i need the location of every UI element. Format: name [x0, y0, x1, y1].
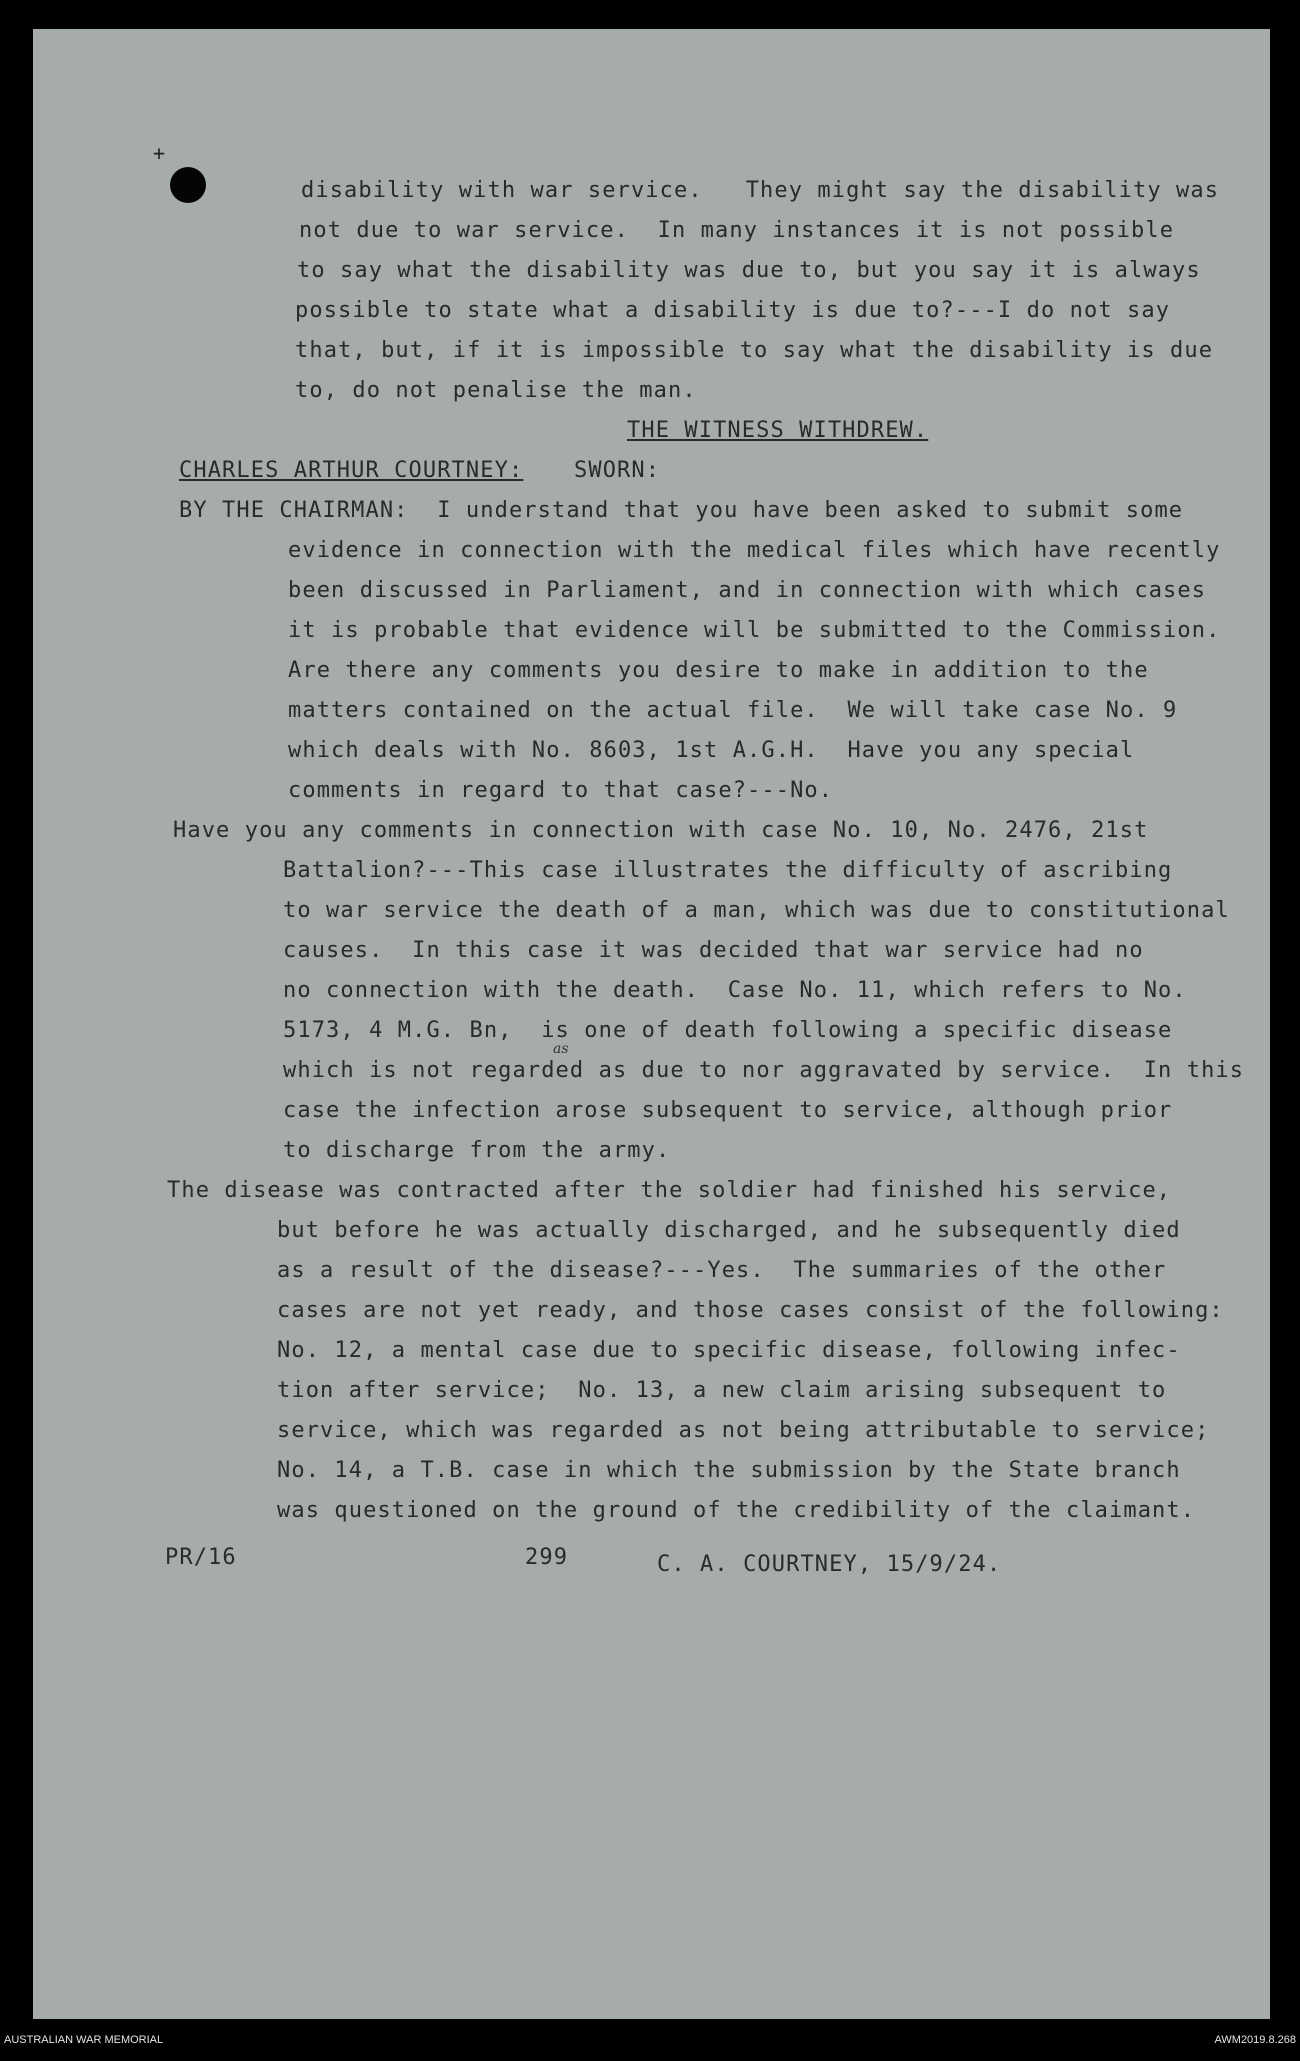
archive-right-label: AWM2019.8.268	[1214, 2034, 1296, 2046]
text-line: tion after service; No. 13, a new claim arising subsequent to	[277, 1378, 1167, 1403]
text-line: 5173, 4 M.G. Bn, is one of death following a specific disease	[283, 1018, 1173, 1043]
text-line: The disease was contracted after the soldier had finished his service,	[167, 1178, 1172, 1203]
text-line: comments in regard to that case?---No.	[288, 778, 834, 803]
text-line: to, do not penalise the man.	[295, 378, 697, 403]
text-line: not due to war service. In many instances it is not possible	[299, 218, 1175, 243]
page-number: 299	[525, 1545, 569, 1570]
text-line: Battalion?---This case illustrates the difficulty of ascribing	[283, 858, 1173, 883]
sworn-label: SWORN:	[574, 458, 661, 483]
text-line: it is probable that evidence will be submitted to the Commission.	[288, 618, 1221, 643]
footer-reference: PR/16	[165, 1545, 237, 1570]
witness-withdrew-heading: THE WITNESS WITHDREW.	[627, 418, 929, 443]
text-line: was questioned on the ground of the credibility of the claimant.	[277, 1498, 1196, 1523]
text-line: evidence in connection with the medical files which have recently	[288, 538, 1221, 563]
text-line: no connection with the death. Case No. 11, which refers to No.	[283, 978, 1187, 1003]
archive-left-label: AUSTRALIAN WAR MEMORIAL	[4, 2034, 164, 2046]
text-line: possible to state what a disability is due to?---I do not say	[295, 298, 1171, 323]
text-line: service, which was regarded as not being attributable to service;	[277, 1418, 1210, 1443]
text-line: been discussed in Parliament, and in connection with which cases	[288, 578, 1207, 603]
text-line: to say what the disability was due to, but you say it is always	[297, 258, 1201, 283]
text-line: that, but, if it is impossible to say what the disability is due	[295, 338, 1214, 363]
text-line: as a result of the disease?---Yes. The summaries of the other	[277, 1258, 1167, 1283]
text-line: matters contained on the actual file. We will take case No. 9	[288, 698, 1178, 723]
text-line: No. 14, a T.B. case in which the submission by the State branch	[277, 1458, 1181, 1483]
signature-line: C. A. COURTNEY, 15/9/24.	[657, 1552, 1002, 1577]
text-line: disability with war service. They might say the disability was	[301, 178, 1220, 203]
text-line: which is not regarded as due to nor aggravated by service. In this	[283, 1058, 1245, 1083]
text-line: cases are not yet ready, and those cases consist of the following:	[277, 1298, 1224, 1323]
text-line: to war service the death of a man, which was due to constitutional	[283, 898, 1230, 923]
text-line: Are there any comments you desire to make in addition to the	[288, 658, 1149, 683]
text-line: causes. In this case it was decided that war service had no	[283, 938, 1144, 963]
text-line: No. 12, a mental case due to specific disease, following infec-	[277, 1338, 1181, 1363]
text-line: Have you any comments in connection with case No. 10, No. 2476, 21st	[173, 818, 1149, 843]
text-line: case the infection arose subsequent to service, although prior	[283, 1098, 1173, 1123]
document-page	[33, 29, 1270, 2019]
text-line: which deals with No. 8603, 1st A.G.H. Have you any special	[288, 738, 1135, 763]
pencil-mark-icon: +	[153, 141, 166, 165]
punch-hole-icon	[170, 167, 206, 203]
text-line: BY THE CHAIRMAN: I understand that you have been asked to submit some	[179, 498, 1184, 523]
witness-name-heading: CHARLES ARTHUR COURTNEY:	[179, 458, 524, 483]
text-line: but before he was actually discharged, and he subsequently died	[277, 1218, 1181, 1243]
handwritten-insert: as	[553, 1041, 569, 1057]
text-line: to discharge from the army.	[283, 1138, 671, 1163]
